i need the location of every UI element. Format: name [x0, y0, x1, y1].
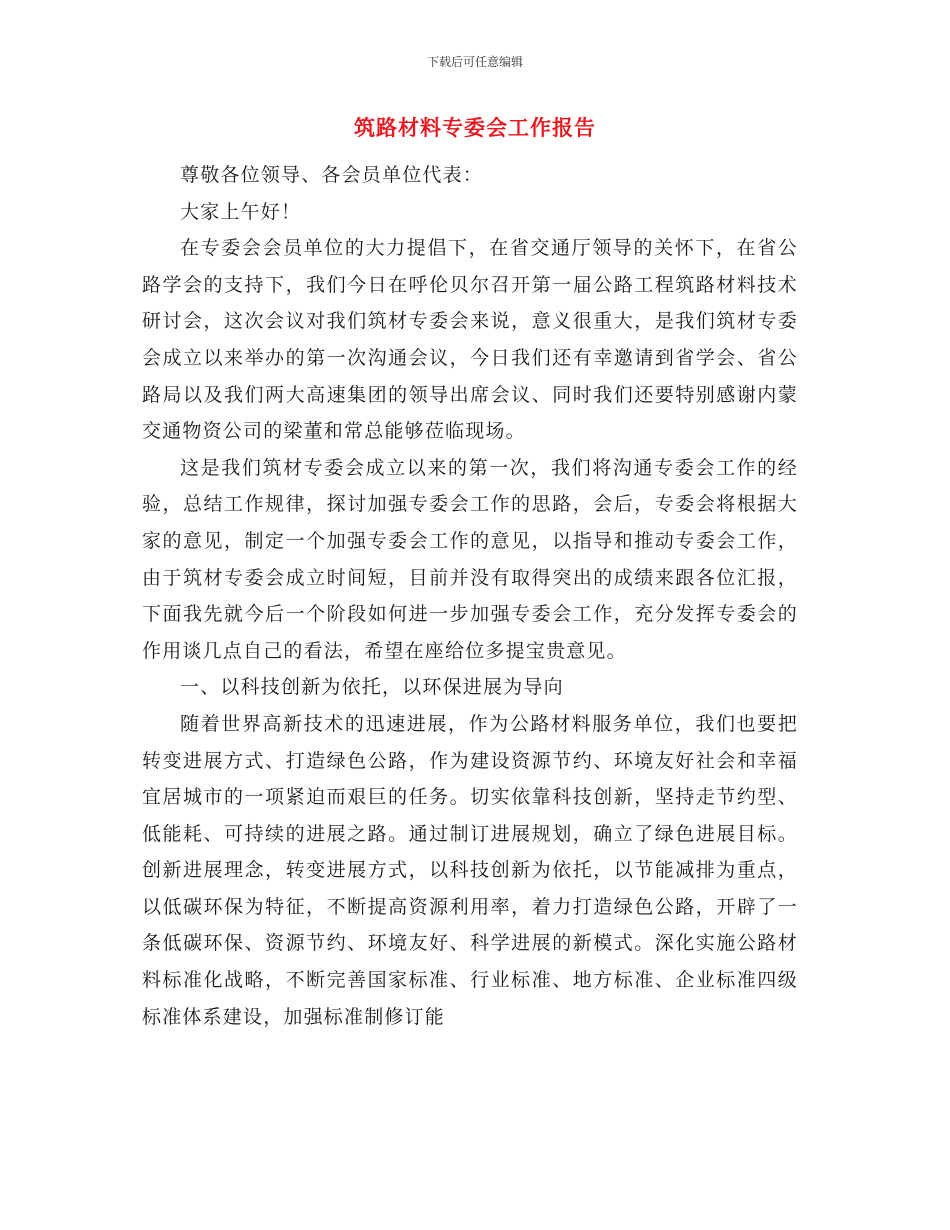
body-paragraph: 随着世界高新技术的迅速进展，作为公路材料服务单位，我们也要把转变进展方式、打造绿色公路，作为建设资源节约、环境友好社会和幸福宜居城市的一项紧迫而艰巨的任务。切实依靠科技创新，坚持走节约型、低能耗、可持续的进展之路。通过制订进展规划，确立了绿色进展目标。创新进展理念，转变进展方式，以科技创新为依托，以节能减排为重点，以低碳环保为特征，不断提高资源利用率，着力打造绿色公路，开辟了一条低碳环保、资源节约、环境友好、科学进展的新模式。深化实施公路材料标准化战略，不断完善国家标准、行业标准、地方标准、企业标准四级标准体系建设，加强标准制修订能: [142, 712, 798, 1028]
salutation: 尊敬各位领导、各会员单位代表：: [180, 164, 484, 186]
body-paragraph: 这是我们筑材专委会成立以来的第一次，我们将沟通专委会工作的经验，总结工作规律，探讨加强专委会工作的思路，会后，专委会将根据大家的意见，制定一个加强专委会工作的意见，以指导和推动专委会工作，由于筑材专委会成立时间短，目前并没有取得突出的成绩来跟各位汇报，下面我先就今后一个阶段如何进一步加强专委会工作，充分发挥专委会的作用谈几点自己的看法，希望在座给位多提宝贵意见。: [142, 456, 798, 662]
document-body: [142, 157, 798, 1035]
body-paragraph: 在专委会会员单位的大力提倡下，在省交通厅领导的关怀下，在省公路学会的支持下，我们今日在呼伦贝尔召开第一届公路工程筑路材料技术研讨会，这次会议对我们筑材专委会来说，意义很重大，是我们筑材专委会成立以来举办的第一次沟通会议，今日我们还有幸邀请到省学会、省公路局以及我们两大高速集团的领导出席会议、同时我们还要特别感谢内蒙交通物资公司的梁董和常总能够莅临现场。: [142, 237, 798, 443]
greeting: 大家上午好！: [180, 200, 302, 223]
page-header-note: 下载后可任意编辑: [426, 55, 523, 69]
document-title: 筑路材料专委会工作报告: [354, 115, 596, 140]
section-heading: 一、以科技创新为依托，以环保进展为导向: [180, 676, 564, 699]
